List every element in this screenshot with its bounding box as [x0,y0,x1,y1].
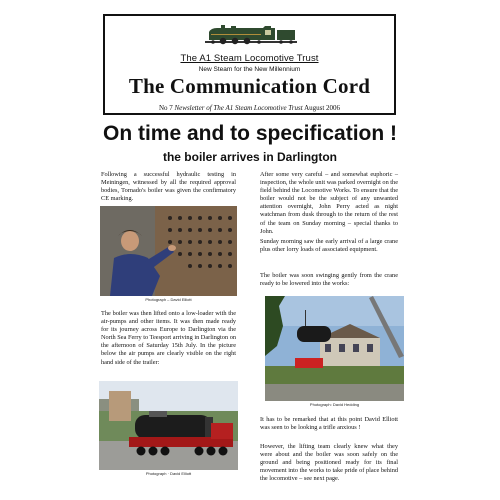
photo-boiler-on-trailer [99,381,238,470]
issue-line [113,104,386,112]
photo-crane-lift [265,296,404,401]
article-subheadline: the boiler arrives in Darlington [162,150,338,164]
steam-locomotive-icon [201,22,301,46]
photo3-caption: Photograph: David Hedding [309,402,360,407]
photo2-caption: Photograph · David Elliott [145,471,192,476]
right-paragraph-2: Sunday morning saw the early arrival of a large crane plus other lorry loads of associated equipment. [260,238,398,254]
right-paragraph-3: The boiler was soon swinging gently from the crane ready to be lowered into the works: [260,272,398,288]
right-paragraph-4: It has to be remarked that at this point David Elliott was seen to be looking a trifle anxious ! [260,416,398,432]
photo1-caption: Photograph – David Elliott [145,297,192,302]
newsletter-title: The Communication Cord [128,74,371,98]
issue-date: August 2006 [304,104,341,112]
right-paragraph-1: After some very careful – and somewhat euphoric – inspection, the whole unit was parked overnight on the field behind the Locomotive Works. To ensure that the boiler would not be the subject of any unwanted attention overnight, John Perry acted as night watchman from dusk through to the return of the rest of the team on Sunday morning – special thanks to John. [260,171,398,235]
photo-boiler-inspection [100,206,237,296]
article-headline: On time and to specification ! [102,122,398,145]
left-paragraph-1: Following a successful hydraulic testing in Meiningen, witnessed by all the required approval bodies, Tornado's boiler was given the confirmatory CE marking. [101,171,236,203]
masthead [103,14,396,115]
tagline: New Steam for the New Millennium [198,66,301,73]
left-paragraph-2: The boiler was then lifted onto a low-loader with the air-pumps and other items. It was then made ready for its journey across Europe to Darlington via the North Sea Ferry to Teesport arriving in Darlington on the afternoon of Saturday 15th July. In the picture below the air pumps are clearly visible on the right hand side of the trailer: [101,310,236,366]
trust-name: The A1 Steam Locomotive Trust [180,53,319,64]
issue-description: Newsletter of The A1 Steam Locomotive Trust [174,104,303,112]
right-paragraph-5: However, the lifting team clearly knew what they were about and the boiler was soon safely on the ground and being positioned ready for its final movement into the works to take pride of place behind the locomotive – see next page. [260,443,398,483]
issue-number: No 7 [158,104,173,112]
